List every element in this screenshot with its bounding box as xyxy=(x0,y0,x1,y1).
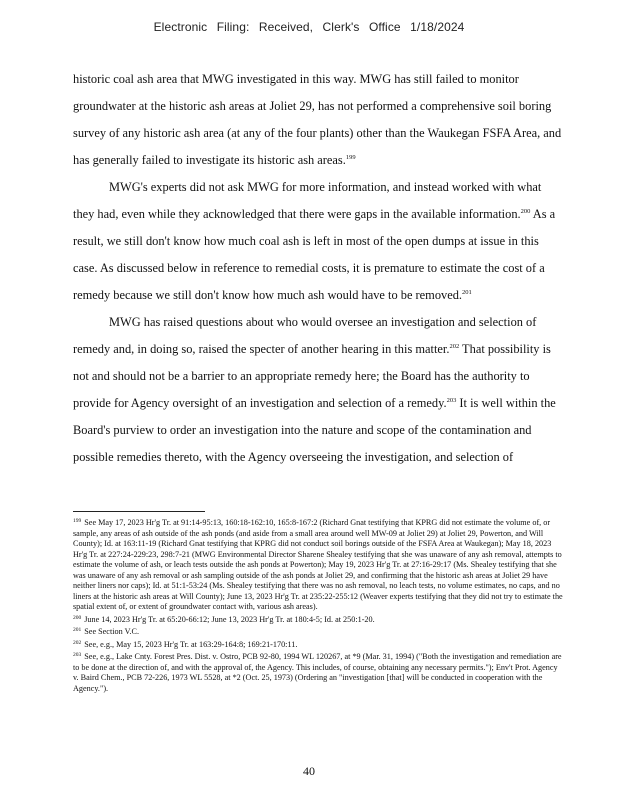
filing-stamp: Electronic Filing: Received, Clerk's Office 1/18/2024 xyxy=(153,20,465,34)
footnote-ref-200[interactable]: 200 xyxy=(520,208,531,215)
paragraph-1-text: historic coal ash area that MWG investigated in this way. MWG has still failed to monitor groundwater at the historic ash areas at Joliet 29, has not performed a comprehensive soil boring survey of any historic ash area (at any of the four plants) other than the Waukegan FSFA Area, and has generally failed to investigate its historic ash areas. xyxy=(73,72,562,167)
footnote-text: See May 17, 2023 Hr'g Tr. at 91:14-95:13, 160:18-162:10, 165:8-167:2 (Richard Gnat testifying that KPRG did not estimate the volume of, or sample, any areas of ash outside of the ash ponds (and aside from a small area around well MW-09 at Joliet 29) at Joliet 29, Powerton, and Will County); Id. at 163:11-19 (Richard Gnat testifying that KPRG did not conduct soil borings outside of the FSFA Area at Waukegan); May 18, 2023 Hr'g Tr. at 227:24-229:23, 298:7-21 (MWG Environmental Director Sharene Shealey testifying that she was unaware of any ash removal, attempts to estimate the volume of ash, or leach tests outside the ash ponds at Powerton); May 19, 2023 Hr'g Tr. at 27:16-29:17 (Ms. Shealey testifying that she was unaware of any ash removal or ash sampling outside of the ash ponds at Joliet 29, and confirming that the historic ash areas at Joliet 29 have neither liners nor caps); Id. at 51:1-53:24 (Ms. Shealey testifying that there was no ash removal, no leach tests, no volume estimates, no caps, and no liners at the historic ash areas at Will County); June 13, 2023 Hr'g Tr. at 235:22-255:12 (Weaver experts testifying that they did not try to estimate the spatial extent of, or extent of groundwater contact with, various ash areas). xyxy=(73,518,563,611)
footnote-ref-199[interactable]: 199 xyxy=(345,154,356,161)
footnotes xyxy=(73,516,565,694)
footnote-200 xyxy=(73,613,565,626)
footnote-201 xyxy=(73,625,565,638)
footnote-199 xyxy=(73,516,565,613)
footnote-ref-201[interactable]: 201 xyxy=(462,289,472,296)
paragraph-2 xyxy=(73,174,565,309)
paragraph-3-text-a: MWG has raised questions about who would oversee an investigation and selection of remedy and, in doing so, raised the specter of another hearing in this matter. xyxy=(73,315,537,356)
page-number: 40 xyxy=(303,764,315,778)
footnote-number: 199 xyxy=(73,518,82,524)
footnote-text: See Section V.C. xyxy=(84,627,139,636)
paragraph-3-text-c: It is well within the Board's purview to order an investigation into the nature and scope of the contamination and possible remedies thereto, with the Agency overseeing the investigation, and selection of xyxy=(73,396,556,464)
footnote-text: See, e.g., Lake Cnty. Forest Pres. Dist. v. Ostro, PCB 92-80, 1994 WL 120267, at *9 (Mar. 31, 1994) ("Both the investigation and remediation are to be done at the direction of, and with the approval of, the Agency. This includes, of course, obtaining any necessary permits."); Env't Prot. Agency v. Baird Chem., PCB 72-226, 1973 WL 5528, at *2 (Oct. 25, 1973) (Ordering an "investigation [that] will be conducted in cooperation with the Agency."). xyxy=(73,652,562,693)
footnote-text: June 14, 2023 Hr'g Tr. at 65:20-66:12; June 13, 2023 Hr'g Tr. at 180:4-5; Id. at 250:1-20. xyxy=(84,614,375,624)
paragraph-3-text-b: That possibility is not and should not be a barrier to an appropriate remedy here; the Board has the authority to provide for Agency oversight of an investigation and selection of a remedy. xyxy=(73,342,551,410)
footnote-number: 202 xyxy=(73,639,82,646)
paragraph-2-text-b: As a result, we still don't know how much coal ash is left in most of the open dumps at issue in this case. As discussed below in reference to remedial costs, it is premature to estimate the cost of a remedy because we still don't know how much ash would have to be removed. xyxy=(73,207,556,302)
footnote-divider xyxy=(73,511,205,512)
footnote-ref-202[interactable]: 202 xyxy=(449,343,460,350)
footnote-number: 200 xyxy=(73,614,82,621)
footnote-number: 203 xyxy=(73,652,82,658)
body-text xyxy=(73,66,565,471)
footnote-203 xyxy=(73,650,565,694)
paragraph-3 xyxy=(73,309,565,471)
paragraph-1 xyxy=(73,66,565,174)
paragraph-2-text-a: MWG's experts did not ask MWG for more information, and instead worked with what they had, even while they acknowledged that there were gaps in the available information. xyxy=(73,180,542,221)
footnote-number: 201 xyxy=(73,627,82,633)
footnote-ref-203[interactable]: 203 xyxy=(446,397,457,404)
footnote-202 xyxy=(73,638,565,651)
footnote-text: See, e.g., May 15, 2023 Hr'g Tr. at 163:29-164:8; 169:21-170:11. xyxy=(84,639,298,649)
